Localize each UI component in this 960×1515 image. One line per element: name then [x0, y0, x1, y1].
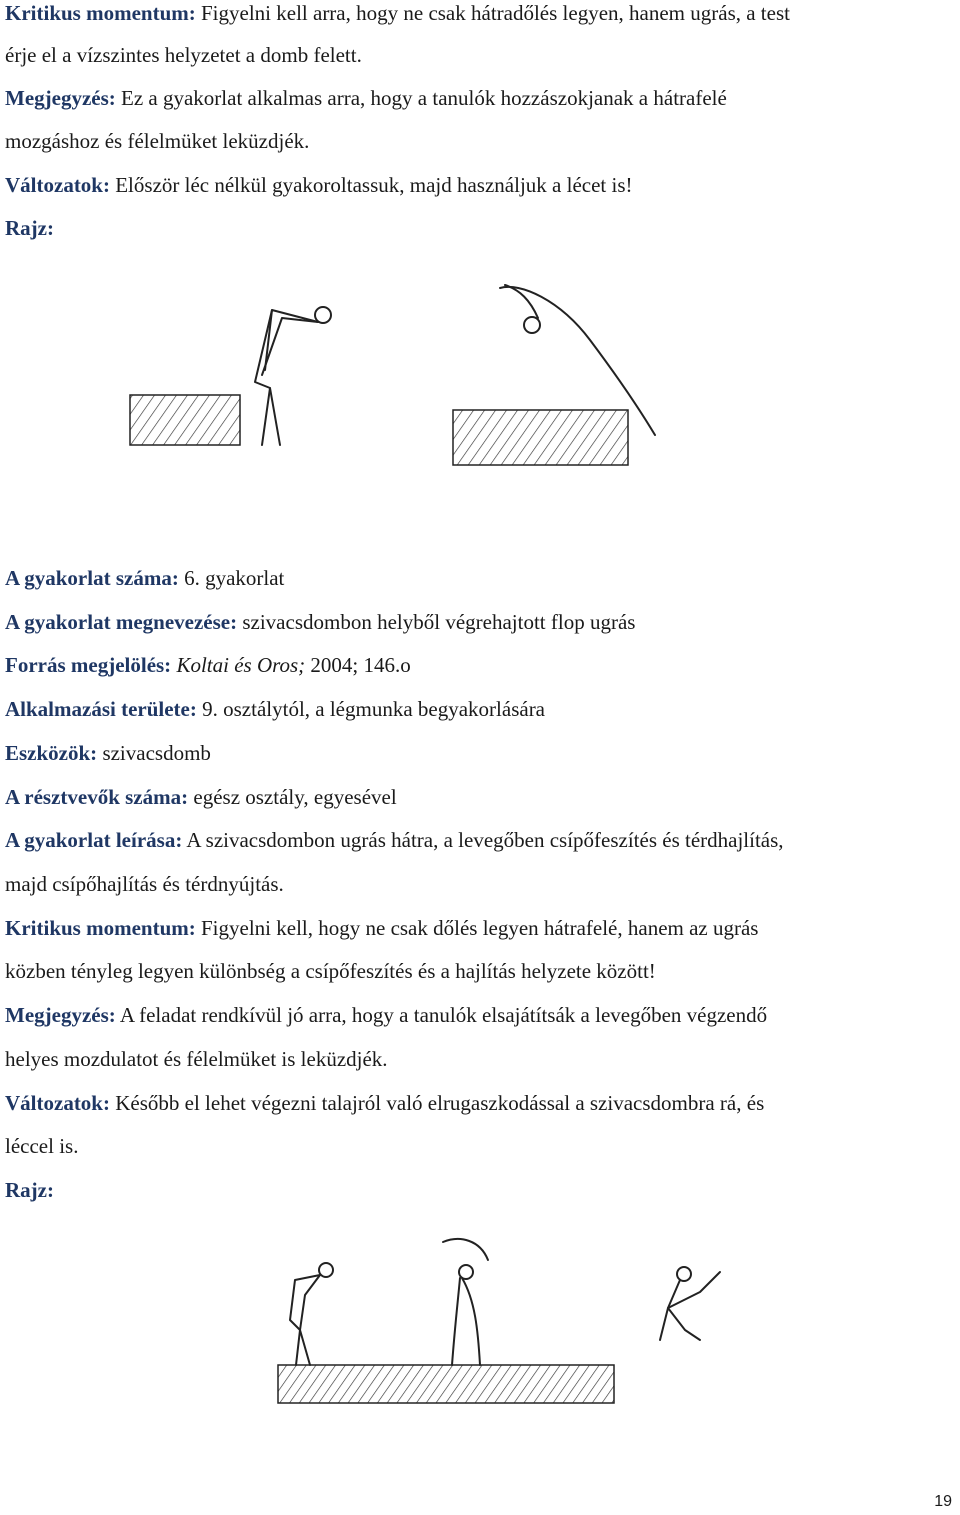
eszkozok-value: szivacsdomb	[97, 741, 211, 765]
stick-figure-crouch	[255, 307, 331, 445]
szama-value: 6. gyakorlat	[178, 566, 285, 590]
megjegyzes-text-1: A feladat rendkívül jó arra, hogy a tanulók elsajátítsák a levegőben végzendő	[115, 1003, 768, 1027]
drawing-flop-sequence	[0, 1230, 960, 1410]
kritikus-text-1: Figyelni kell, hogy ne csak dőlés legyen hátrafelé, hanem az ugrás	[195, 916, 759, 940]
szama-label: A gyakorlat száma:	[5, 566, 179, 590]
leiras-text-2: majd csípőhajlítás és térdnyújtás.	[5, 872, 284, 896]
prev-rajz-line	[5, 215, 950, 241]
valtozatok-text-2: léccel is.	[5, 1134, 79, 1158]
foam-mound-left	[130, 395, 240, 445]
prev-megjegyzes-line-2	[5, 128, 950, 154]
prev-kritikus-text-1: Figyelni kell arra, hogy ne csak hátradőlés legyen, hanem ugrás, a test	[195, 1, 790, 25]
prev-megjegyzes-label: Megjegyzés:	[5, 86, 116, 110]
leiras-label: A gyakorlat leírása:	[5, 828, 183, 852]
drawing-backflip-box	[0, 270, 960, 480]
resztvevok-label: A résztvevők száma:	[5, 785, 189, 809]
leiras-text-1: A szivacsdombon ugrás hátra, a levegőben csípőfeszítés és térdhajlítás,	[182, 828, 784, 852]
terulet-label: Alkalmazási területe:	[5, 697, 197, 721]
page-number: 19	[934, 1493, 952, 1510]
forras-authors: Koltai és Oros;	[171, 653, 306, 677]
resztvevok-value: egész osztály, egyesével	[188, 785, 397, 809]
prev-megjegyzes-text-1: Ez a gyakorlat alkalmas arra, hogy a tanulók hozzászokjanak a hátrafelé	[115, 86, 727, 110]
prev-valtozatok-text: Először léc nélkül gyakoroltassuk, majd használjuk a lécet is!	[109, 173, 633, 197]
prev-kritikus-label: Kritikus momentum:	[5, 1, 196, 25]
forras-label: Forrás megjelölés:	[5, 653, 172, 677]
megnevezes-label: A gyakorlat megnevezése:	[5, 610, 238, 634]
megjegyzes-line-2	[5, 1046, 950, 1072]
prev-rajz-label: Rajz:	[5, 216, 54, 240]
terulet-value: 9. osztálytól, a légmunka begyakorlására	[196, 697, 546, 721]
terulet-line	[5, 696, 950, 722]
megjegyzes-line-1	[5, 1002, 950, 1028]
kritikus-line-2	[5, 958, 950, 984]
eszkozok-label: Eszközök:	[5, 741, 98, 765]
kritikus-line-1	[5, 915, 950, 941]
eszkozok-line	[5, 740, 950, 766]
stick-figure-2-flight	[443, 1239, 488, 1365]
valtozatok-label: Változatok:	[5, 1091, 110, 1115]
foam-mound	[278, 1365, 614, 1403]
prev-megjegyzes-line-1	[5, 85, 950, 111]
rajz-label: Rajz:	[5, 1178, 54, 1202]
valtozatok-text-1: Később el lehet végezni talajról való elrugaszkodással a szivacsdombra rá, és	[109, 1091, 765, 1115]
prev-valtozatok-label: Változatok:	[5, 173, 110, 197]
foam-mound-right	[453, 410, 628, 465]
valtozatok-line-1	[5, 1090, 950, 1116]
prev-valtozatok-line	[5, 172, 950, 198]
drawing-1-svg	[0, 270, 960, 480]
valtozatok-line-2	[5, 1133, 950, 1159]
kritikus-label: Kritikus momentum:	[5, 916, 196, 940]
megnevezes-line	[5, 609, 950, 635]
leiras-line-2	[5, 871, 950, 897]
leiras-line-1	[5, 827, 950, 853]
resztvevok-line	[5, 784, 950, 810]
stick-figure-1-crouch	[290, 1263, 333, 1365]
prev-kritikus-line-1	[5, 0, 950, 26]
forras-line	[5, 652, 950, 678]
szama-line	[5, 565, 950, 591]
kritikus-text-2: közben tényleg legyen különbség a csípőfeszítés és a hajlítás helyzete között!	[5, 959, 656, 983]
megjegyzes-label: Megjegyzés:	[5, 1003, 116, 1027]
megnevezes-value: szivacsdombon helyből végrehajtott flop ugrás	[237, 610, 636, 634]
drawing-2-svg	[0, 1230, 960, 1410]
stick-figure-3-pike	[660, 1267, 720, 1340]
prev-kritikus-line-2	[5, 42, 950, 68]
forras-rest: 2004; 146.o	[305, 653, 411, 677]
megjegyzes-text-2: helyes mozdulatot és félelmüket is leküzdjék.	[5, 1047, 388, 1071]
rajz-line	[5, 1177, 950, 1203]
prev-kritikus-text-2: érje el a vízszintes helyzetet a domb felett.	[5, 43, 362, 67]
prev-megjegyzes-text-2: mozgáshoz és félelmüket leküzdjék.	[5, 129, 310, 153]
